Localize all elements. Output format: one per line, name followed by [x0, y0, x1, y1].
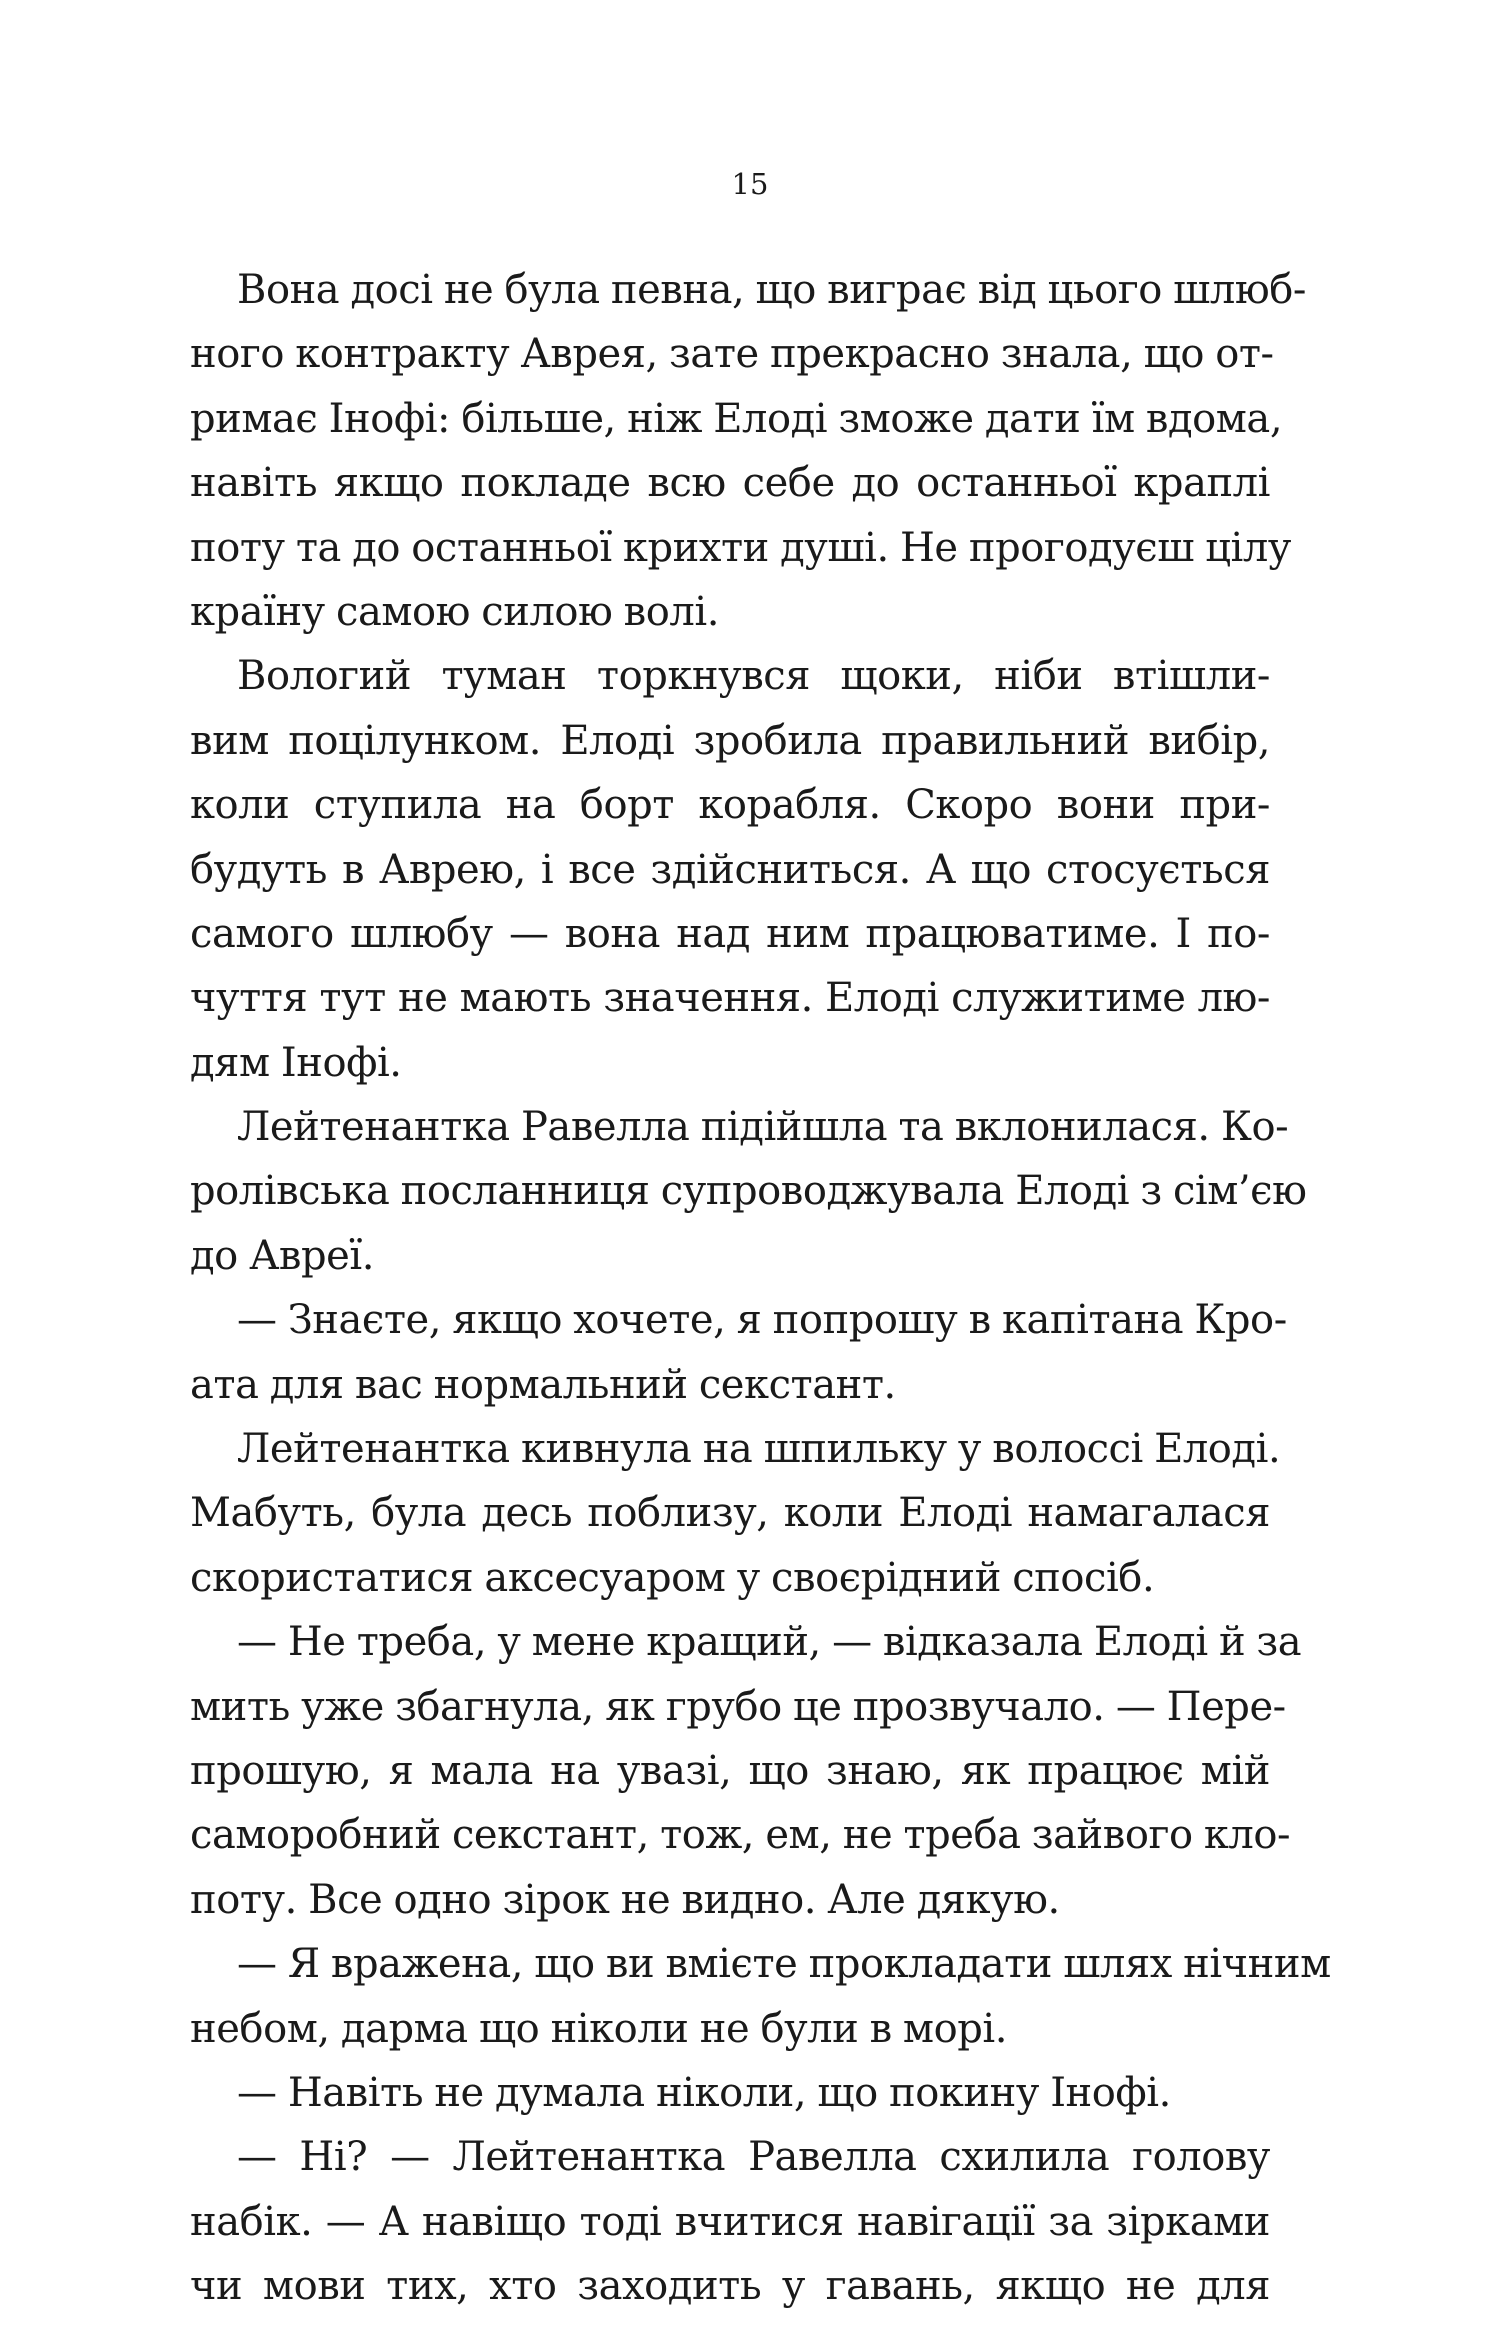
body-text	[190, 258, 1331, 2319]
text-line: римає Інофі: більше, ніж Елоді зможе дати їм вдома,	[190, 395, 1283, 442]
text-line: — Я вражена, що ви вмієте прокладати шлях нічним	[237, 1941, 1331, 1988]
text-line: країну самою силою волі.	[190, 588, 719, 635]
text-line: Вона досі не була певна, що виграє від цього шлюб-	[237, 267, 1306, 313]
text-line: — Знаєте, якщо хочете, я попрошу в капітана Кро-	[237, 1297, 1287, 1344]
text-line: чи мови тих, хто заходить у гавань, якщо не для	[190, 2263, 1270, 2310]
text-line: Вологий туман торкнувся щоки, ніби втішли-	[237, 653, 1270, 700]
text-line: вим поцілунком. Елоді зробила правильний вибір,	[190, 717, 1270, 764]
text-line: небом, дарма що ніколи не були в морі.	[190, 2005, 1007, 2052]
text-line: поту та до останньої крихти душі. Не прогодуєш цілу	[190, 524, 1291, 571]
text-line: ного контракту Аврея, зате прекрасно знала, що от-	[190, 331, 1274, 378]
text-line: коли ступила на борт корабля. Скоро вони при-	[190, 782, 1270, 829]
text-line: Мабуть, була десь поблизу, коли Елоді намагалася	[190, 1490, 1270, 1537]
text-line: мить уже збагнула, як грубо це прозвучало. — Пере-	[190, 1683, 1286, 1730]
text-line: навіть якщо покладе всю себе до останньої краплі	[190, 460, 1270, 507]
text-line: — Не треба, у мене кращий, — відказала Елоді й за	[237, 1619, 1302, 1666]
text-line: поту. Все одно зірок не видно. Але дякую.	[190, 1876, 1060, 1923]
text-line: ролівська посланниця супроводжувала Елоді з сім’єю	[190, 1168, 1307, 1215]
text-line: будуть в Аврею, і все здійсниться. А що стосується	[190, 846, 1270, 893]
page-number: 15	[731, 167, 769, 201]
text-line: скористатися аксесуаром у своєрідний спосіб.	[190, 1554, 1155, 1601]
text-line: прошую, я мала на увазі, що знаю, як працює мій	[190, 1747, 1270, 1794]
text-line: набік. — А навіщо тоді вчитися навігації за зірками	[190, 2198, 1270, 2245]
text-line: — Навіть не думала ніколи, що покину Інофі.	[237, 2069, 1171, 2116]
text-line: — Ні? — Лейтенантка Равелла схилила голову	[237, 2134, 1270, 2181]
text-line: самого шлюбу — вона над ним працюватиме. І по-	[190, 910, 1270, 957]
text-line: Лейтенантка Равелла підійшла та вклонилася. Ко-	[237, 1104, 1289, 1151]
text-line: до Авреї.	[190, 1232, 374, 1279]
text-line: Лейтенантка кивнула на шпильку у волоссі Елоді.	[237, 1426, 1281, 1473]
text-line: саморобний секстант, тож, ем, не треба зайвого кло-	[190, 1812, 1291, 1859]
text-line: чуття тут не мають значення. Елоді служитиме лю-	[190, 975, 1270, 1022]
text-line: ата для вас нормальний секстант.	[190, 1361, 896, 1408]
text-line: дям Інофі.	[190, 1039, 402, 1086]
